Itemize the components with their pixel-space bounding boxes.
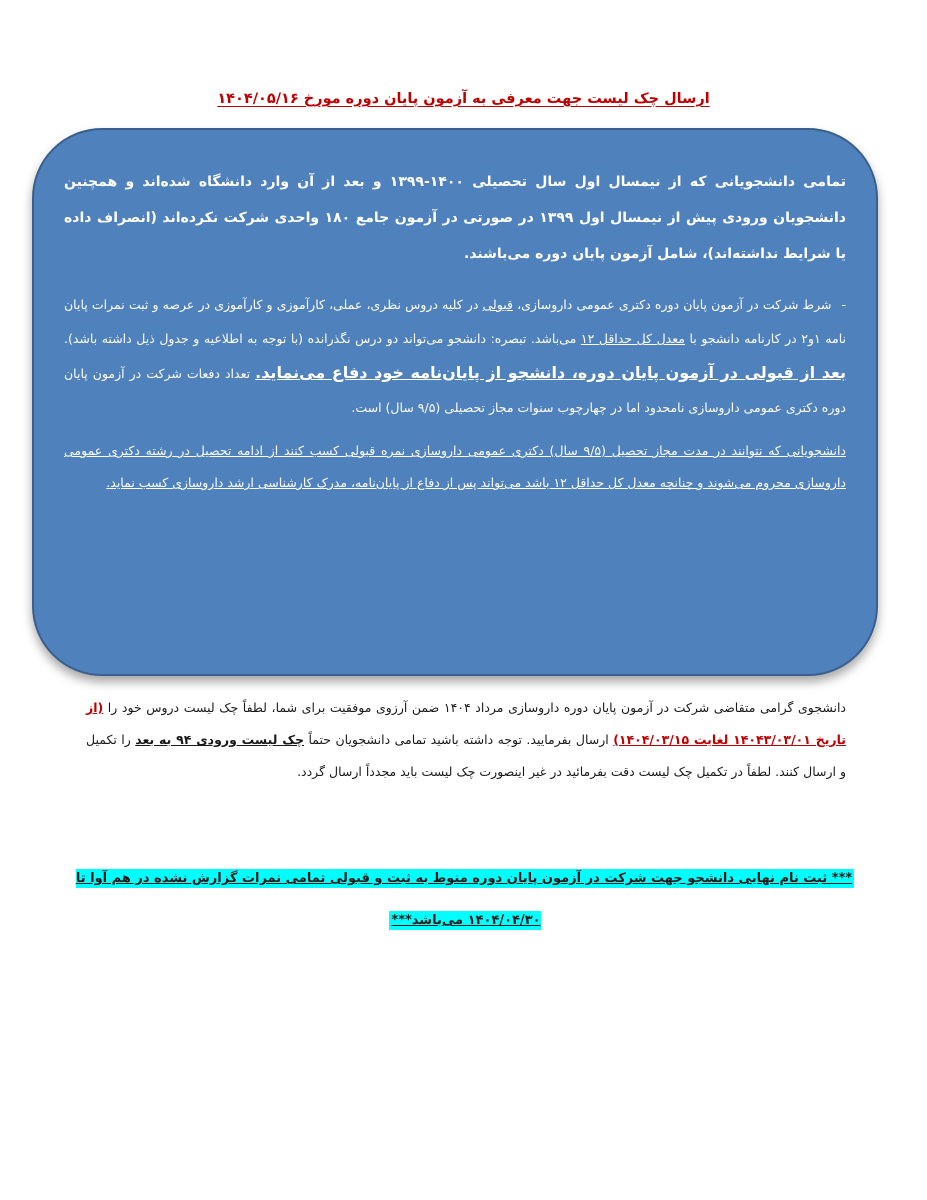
bullet-emphasis: بعد از قبولی در آزمون پایان دوره، دانشجو از پایان‌نامه خود دفاع می‌نماید. (255, 363, 846, 382)
page-title (0, 88, 927, 107)
bullet-dash: - (841, 297, 846, 312)
instructions-text-1: دانشجوی گرامی متقاضی شرکت در آزمون پایان دوره داروسازی مرداد ۱۴۰۴ ضمن آرزوی موفقیت برای شما، لطفاً چک لیست دروس خود را (103, 700, 846, 715)
bullet-underline-1: قبولی (482, 297, 513, 312)
instructions-dates: (از تاریخ ۱۴۰۴۳/۰۳/۰۱ لغایت ۱۴۰۴/۰۳/۱۵) (86, 700, 846, 747)
instructions-text-2: ارسال بفرمایید. توجه داشته باشید تمامی دانشجویان حتماً (304, 732, 614, 747)
info-panel (32, 128, 878, 676)
instructions-paragraph (86, 692, 846, 788)
instructions-checklist: چک لیست ورودی ۹۴ به بعد (135, 732, 305, 747)
final-note (70, 858, 860, 942)
instructions-text-3: را تکمیل و ارسال کنند. لطفاً در تکمیل چک لیست دقت بفرمائید در غیر اینصورت چک لیست باید مجدداً ارسال گردد. (86, 732, 846, 779)
bullet-underline-2: معدل کل حداقل ۱۲ (580, 331, 685, 346)
panel-bullet (64, 288, 846, 425)
bullet-text-2: در کلیه دروس نظری، عملی، کارآموزی و کارآموزی در عرصه و ثبت نمرات پایان نامه ۱و۲ در کارنامه دانشجو با (64, 297, 846, 346)
bullet-text-1: شرط شرکت در آزمون پایان دوره دکتری عمومی داروسازی، (512, 297, 832, 312)
panel-note: دانشجویانی که نتوانند در مدت مجاز تحصیل (۹/۵ سال) دکتری عمومی داروسازی نمره قبولی کسب کنند از ادامه تحصیل در رشته دکتری عمومی داروسازی محروم می‌شوند و چنانچه معدل کل حداقل ۱۲ باشد می‌تواند پس از دفاع از پایان‌نامه، مدرک کارشناسی ارشد داروسازی کسب نماید. (64, 443, 846, 490)
panel-intro: تمامی دانشجویانی که از نیمسال اول سال تحصیلی ۱۴۰۰-۱۳۹۹ و بعد از آن وارد دانشگاه شده‌اند و همچنین دانشجویان ورودی پیش از نیمسال اول ۱۳۹۹ در صورتی در آزمون جامع ۱۸۰ واحدی شرکت نکرده‌اند (انصراف داده یا شرایط نداشته‌اند)، شامل آزمون پایان دوره می‌باشند. (64, 174, 846, 262)
title-text: ارسال چک لیست جهت معرفی به آزمون پایان دوره مورخ ۱۴۰۴/۰۵/۱۶ (217, 91, 710, 107)
bullet-text-4: تعداد دفعات شرکت در آزمون پایان دوره دکتری عمومی داروسازی نامحدود اما در چهارچوب سنوات مجاز تحصیلی (۹/۵ سال) است. (64, 366, 846, 415)
bullet-text-3: می‌باشد. تبصره: دانشجو می‌تواند دو درس نگذرانده (با توجه به اطلاعیه و جدول ذیل داشته باشد). (64, 331, 581, 346)
final-note-text: *** ثبت نام نهایی دانشجو جهت شرکت در آزمون پایان دوره منوط به ثبت و قبولی تمامی نمرات گزارش نشده در هم آوا تا ۱۴۰۴/۰۴/۳۰ می‌باشد*** (75, 871, 853, 928)
